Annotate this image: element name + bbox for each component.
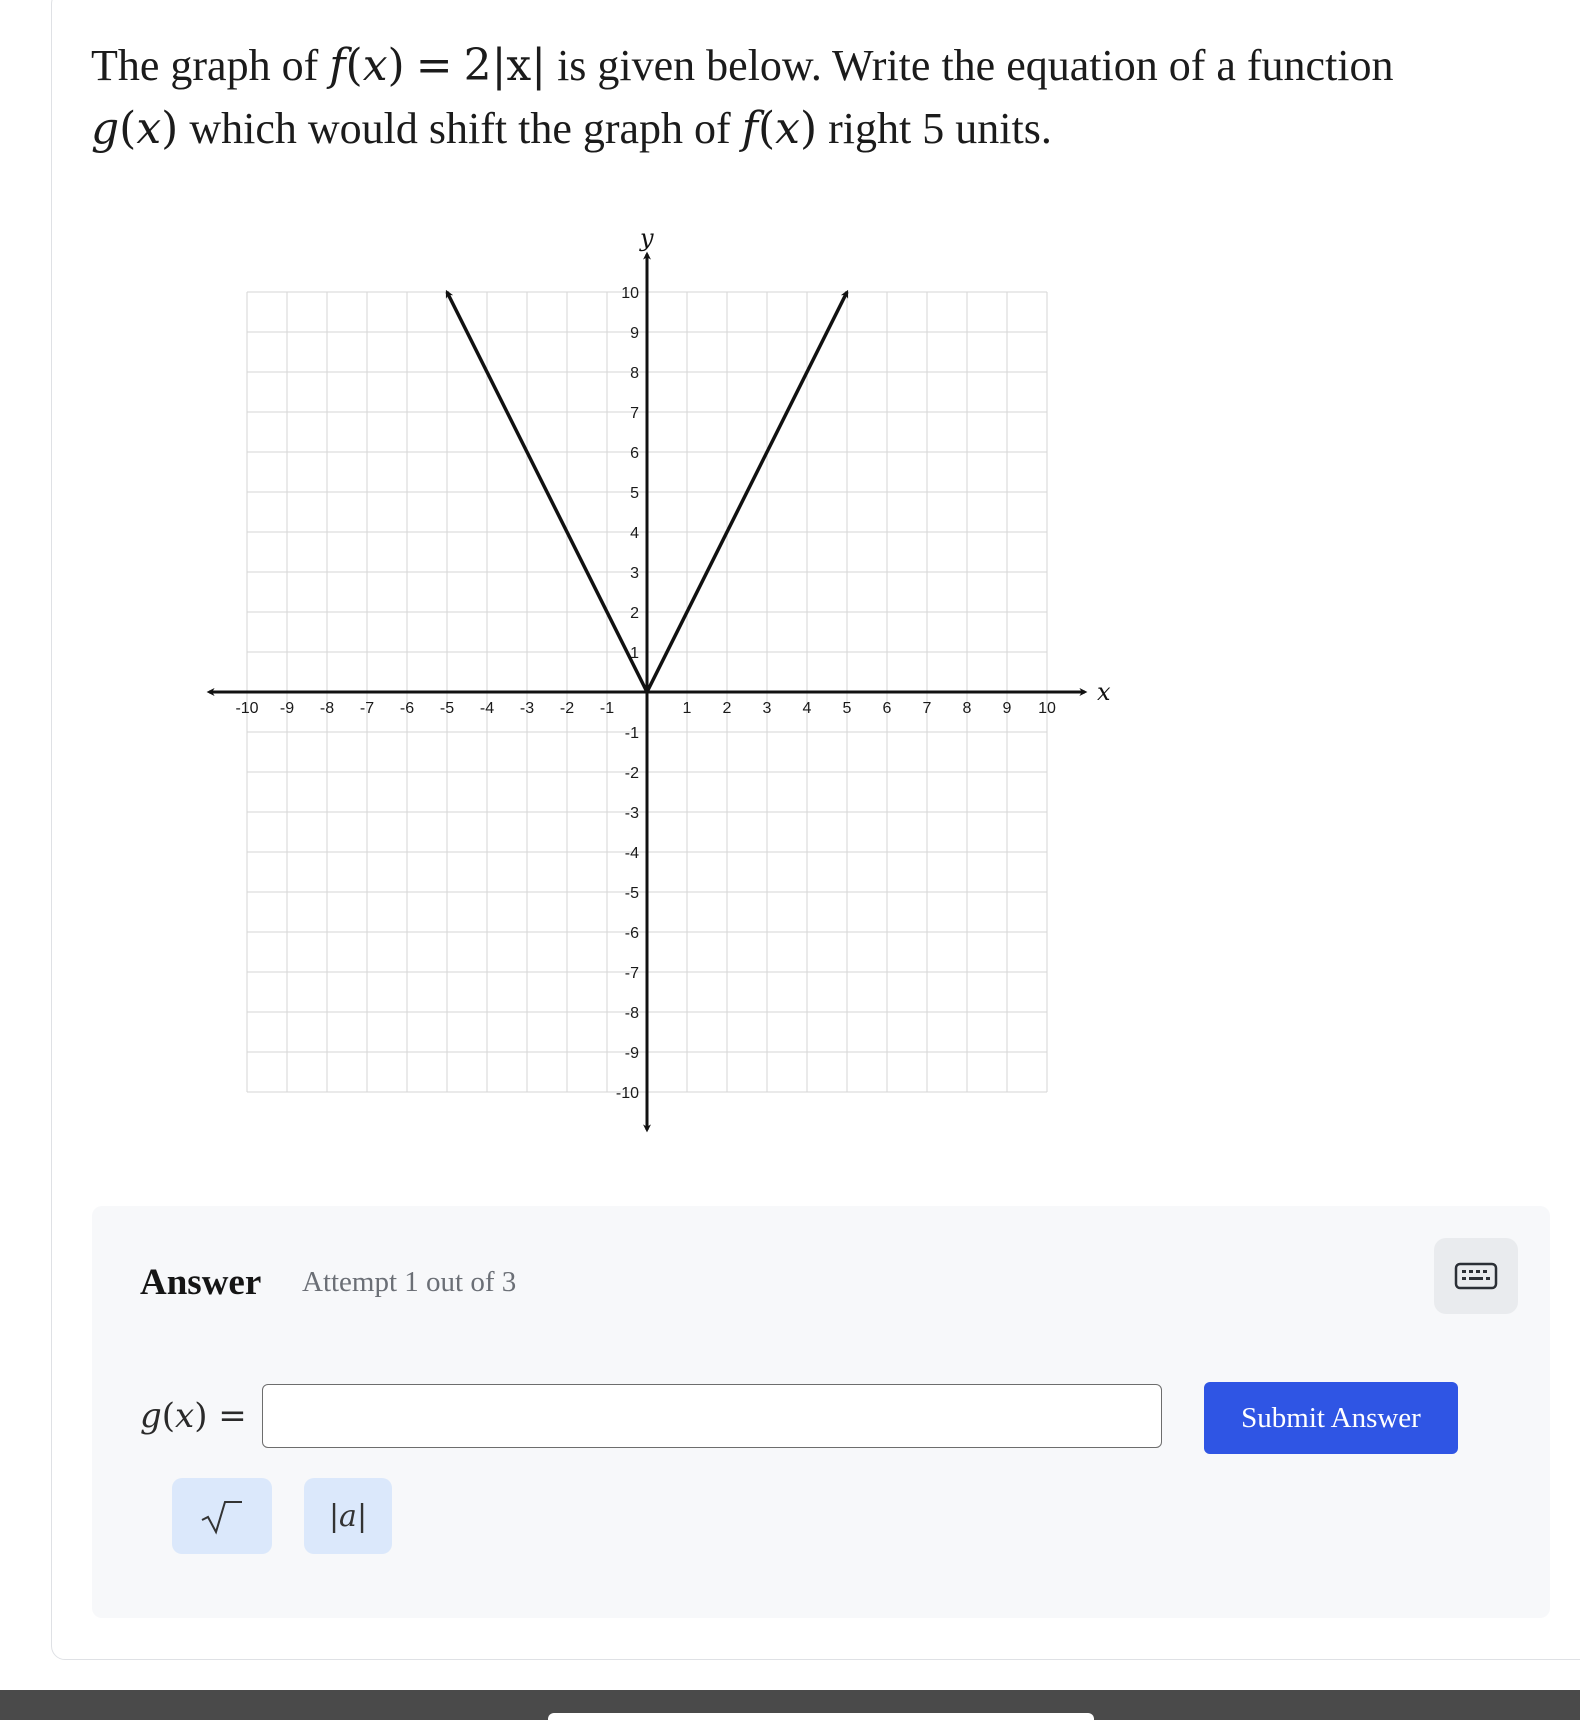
y-tick-label: -4 xyxy=(624,845,639,862)
y-tick-label: 8 xyxy=(630,365,639,382)
x-tick-label: 8 xyxy=(962,700,972,717)
math-x: x xyxy=(175,1396,195,1436)
x-tick-label: 2 xyxy=(722,700,732,717)
x-tick-label: -7 xyxy=(359,700,375,717)
x-tick-label: 5 xyxy=(842,700,852,717)
math-x: x xyxy=(775,103,800,154)
y-tick-label: -2 xyxy=(624,765,639,782)
answer-panel xyxy=(92,1206,1550,1618)
x-tick-label: 10 xyxy=(1038,700,1056,717)
math-g: g xyxy=(91,103,120,154)
graph xyxy=(195,215,1125,1135)
y-tick-label: -7 xyxy=(624,965,639,982)
x-tick-label: -1 xyxy=(599,700,615,717)
math-g: g xyxy=(140,1396,162,1436)
sqrt-icon xyxy=(198,1496,246,1536)
y-tick-label: -5 xyxy=(624,885,639,902)
answer-function-label: g(x) = xyxy=(140,1396,247,1436)
question-text-part: is given below. Write the equation of a function xyxy=(546,41,1394,90)
answer-input[interactable] xyxy=(262,1384,1162,1448)
abs-var: a xyxy=(339,1498,357,1534)
y-axis-label: y xyxy=(640,224,654,252)
sqrt-tool-button[interactable] xyxy=(172,1478,272,1554)
y-tick-label: -3 xyxy=(624,805,639,822)
coordinate-plane xyxy=(195,215,1125,1135)
y-tick-label: 2 xyxy=(630,605,639,622)
math-eq: = xyxy=(218,1396,247,1436)
y-tick-label: 10 xyxy=(621,285,639,302)
y-tick-label: -6 xyxy=(624,925,639,942)
x-tick-label: -8 xyxy=(319,700,335,717)
keyboard-toggle-button[interactable] xyxy=(1434,1238,1518,1314)
question-text-part: which would shift the graph of xyxy=(178,104,742,153)
keyboard-icon xyxy=(1454,1261,1498,1291)
x-tick-label: 9 xyxy=(1002,700,1012,717)
abs-bar-right: | xyxy=(356,1498,368,1534)
y-tick-label: 4 xyxy=(630,525,639,542)
math-x: x xyxy=(362,40,388,91)
math-x: x xyxy=(136,103,162,154)
y-tick-label: -10 xyxy=(615,1085,639,1102)
math-abs-expr: 2|x| xyxy=(463,40,547,91)
question-text-part: The graph of xyxy=(91,41,330,90)
submit-answer-button[interactable]: Submit Answer xyxy=(1204,1382,1458,1454)
y-tick-label: 9 xyxy=(630,325,639,342)
x-tick-label: -9 xyxy=(279,700,295,717)
question-text: The graph of f(x) = 2|x| is given below. Write the equation of a function g(x) which would shift the graph of f(x) right 5 units. xyxy=(91,40,1394,154)
x-tick-label: -2 xyxy=(559,700,575,717)
y-tick-label: -9 xyxy=(624,1045,639,1062)
x-tick-label: -5 xyxy=(439,700,455,717)
x-axis-label: x xyxy=(1097,678,1111,706)
scroll-handle[interactable] xyxy=(548,1713,1094,1723)
x-tick-label: 6 xyxy=(882,700,892,717)
question-text-part: right 5 units. xyxy=(817,104,1052,153)
attempt-counter: Attempt 1 out of 3 xyxy=(302,1266,517,1298)
math-eq: = xyxy=(415,40,453,91)
y-tick-label: 7 xyxy=(630,405,639,422)
answer-title: Answer xyxy=(140,1262,262,1303)
x-tick-label: 3 xyxy=(762,700,772,717)
x-tick-label: -6 xyxy=(399,700,415,717)
abs-bar-left: | xyxy=(328,1498,340,1534)
y-tick-label: 3 xyxy=(630,565,639,582)
x-tick-label: 7 xyxy=(922,700,932,717)
y-tick-label: 6 xyxy=(630,445,639,462)
y-tick-label: 5 xyxy=(630,485,639,502)
x-tick-label: -3 xyxy=(519,700,535,717)
abs-value-tool-button[interactable] xyxy=(304,1478,392,1554)
x-tick-label: -10 xyxy=(235,700,259,717)
y-tick-label: -1 xyxy=(624,725,639,742)
math-f: f xyxy=(329,40,346,91)
y-tick-label: -8 xyxy=(624,1005,639,1022)
math-f: f xyxy=(741,103,758,154)
x-tick-label: -4 xyxy=(479,700,495,717)
y-tick-label: 1 xyxy=(630,645,639,662)
x-tick-label: 4 xyxy=(802,700,812,717)
x-tick-label: 1 xyxy=(682,700,692,717)
